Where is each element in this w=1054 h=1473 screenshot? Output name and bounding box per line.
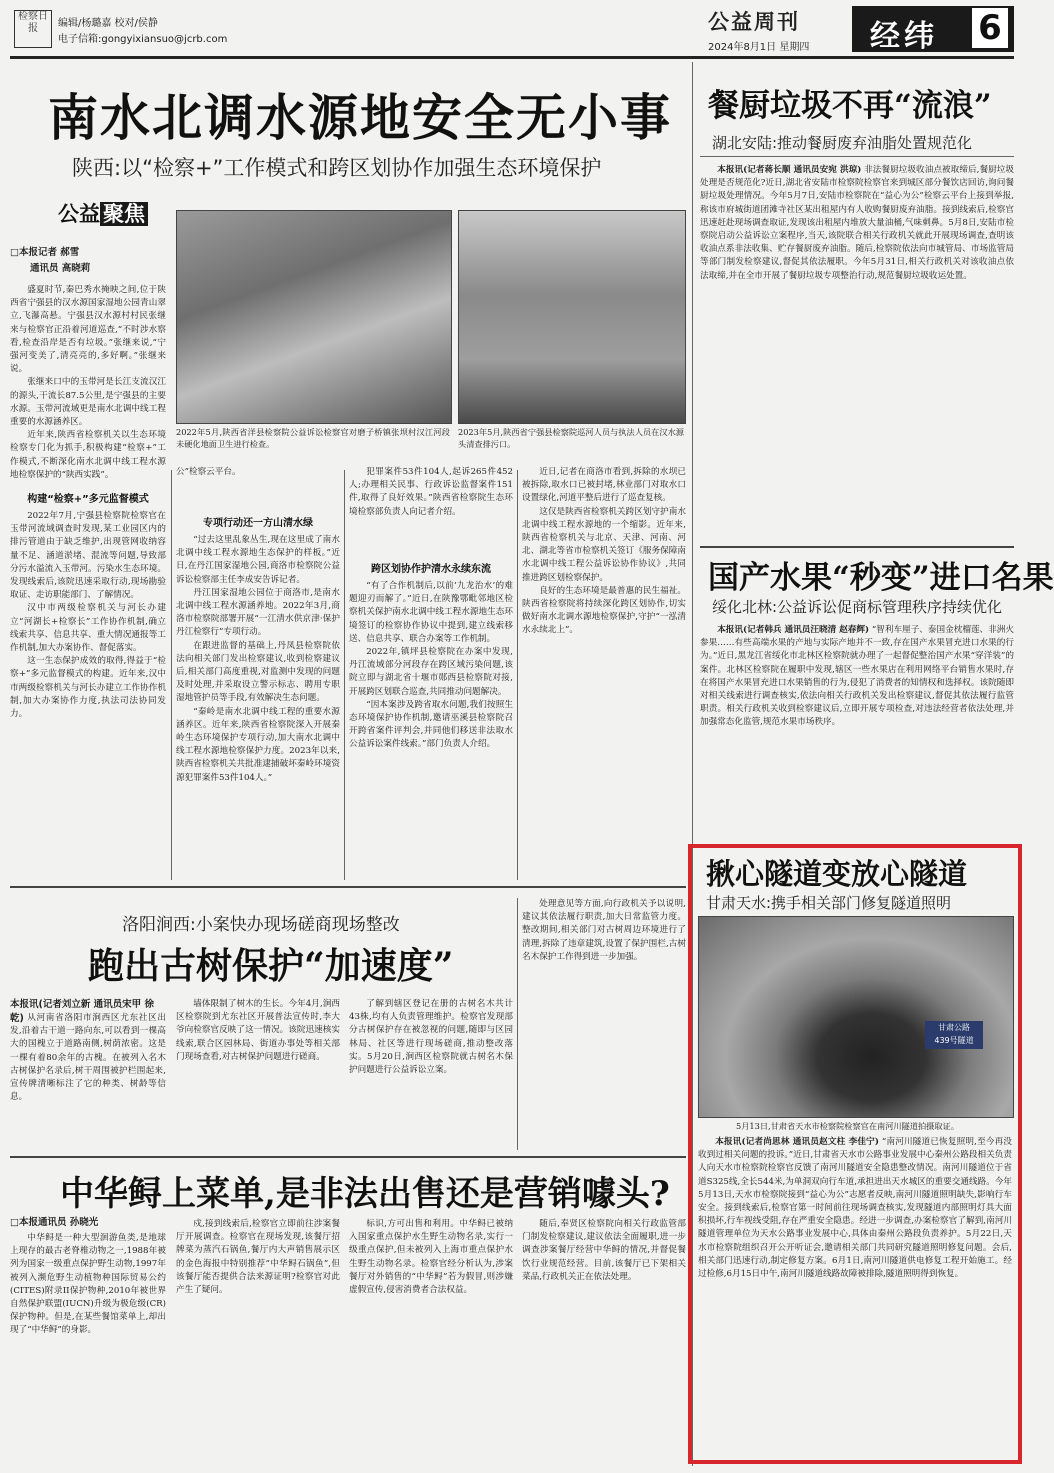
right2-title: 国产水果“秒变”进口名果 [708, 560, 1054, 596]
article3-column2: 戍,接到线索后,检察官立即前往涉案餐厅开展调查。检察官在现场发现,该餐厅招牌菜为蒸汽石锅鱼,餐厅内大声销售展示区的金色海报中特别推荐“中华鲟石锅鱼”,但该餐厅能否提供合法来源证明?检察官对此产生了疑问。 [176, 1219, 340, 1296]
right3-title: 揪心隧道变放心隧道 [706, 857, 968, 891]
photo-caption-2: 2023年5月,陕西省宁强县检察院巡河人员与执法人员在汉水源头清查排污口。 [458, 427, 684, 449]
right2-body: 本报讯(记者韩兵 通讯员汪晓清 赵春辉) “智利车厘子、泰国金枕榴莲、非洲火参果……有些高端水果的产地与实际产地并不一致,存在国产水果冒充进口水果的行为。”近日,黑龙江省绥化市北林区检察院就办理了一起督促整治国产水果“穿洋装”的案件。北林区检察院在履职中发现,辖区一些水果店在利用网络平台销售水果时,存在将国产水果冒充进口水果销售的行为,侵犯了消费者的知情权和选择权。该院随即对相关线索进行调查核实,依法向相关行政机关发出检察建议,督促其依法履行监管职责。相关行政机关收到检察建议后,立即开展专项检查,对违法经营者依法处理,并加强常态化监管,规范水果市场秩序。 [700, 625, 1014, 728]
col-rule-3 [517, 470, 518, 880]
right1-subtitle: 湖北安陆:推动餐厨废弃油脂处置规范化 [712, 134, 973, 152]
article2-kicker: 洛阳涧西:小案快办现场磋商现场整改 [122, 915, 400, 935]
photo-river-patrol [458, 210, 686, 424]
article1-column1: 盛夏时节,秦巴秀水掩映之间,位于陕西省宁强县的汉水源国家湿地公园青山翠立,飞瀑高悬。宁强县汉水源村村民张继来与检察官正沿着河道巡查,“不时涉水察看,检查沿岸是否有垃圾。”张继来说,“宁强河变美了,清亮亮的,多好啊。”张继来说。 张继来口中的玉带河是长江支流汉江的源头,干流长87.5公里,是宁强县的主要水源。玉带河流域更是南水北调中线工程重要的水源涵养区。 近年来,陕西省检察机关以生态环境检察专门化为抓手,积极构建“检察+”工作模式,不断深化南水北调中线工程水源地检察保护的“陕西实践”。 [10, 285, 166, 480]
subhead-special-action: 专项行动还一方山清水绿 [203, 518, 313, 529]
subhead-cross-region: 跨区划协作护清水永续东流 [371, 564, 491, 575]
article3-title: 中华鲟上菜单,是非法出售还是营销噱头? [60, 1174, 670, 1214]
article1-column2-top: 公”检察云平台。 [176, 467, 241, 477]
col-rule-2 [344, 470, 345, 880]
article2-title: 跑出古树保护“加速度” [88, 945, 454, 987]
article1-title: 南水北调水源地安全无小事 [48, 88, 672, 147]
tunnel-sign: 甘肃公路 439号隧道 [925, 1021, 983, 1049]
email-line: 电子信箱:gongyixiansuo@jcrb.com [58, 34, 228, 45]
weekly-title: 公益周刊 [708, 10, 800, 34]
right2-subtitle: 绥化北林:公益诉讼促商标管理秩序持续优化 [712, 598, 1003, 616]
article1-column3b: “有了合作机制后,以前‘九龙治水’的难题迎刃而解了。”近日,在陕豫鄂毗邻地区检察机关保护南水北调中线工程水源地生态环境签订的检察协作协议中提到,建立线索移送、信息共享、联合办案等工作机制。 2022年,镇坪县检察院在办案中发现,丹江流域部分河段存在跨区域污染问题,该院立即与湖北省十堰市郧西县检察院对接,开展跨区划联合巡查,共同推动问题解决。 “因本案涉及跨省取水问题,我们按照生态环境保护协作机制,邀请巫溪县检察院召开跨省案件评判会,并同他们移送非法取水公益诉讼案件线索。”部门负责人介绍。 [349, 581, 513, 750]
photo-inspection [176, 210, 452, 424]
photo-caption-1: 2022年5月,陕西省洋县检察院公益诉讼检察官对磨子桥镇张坝村汉江河段未硬化地面卫生进行检查。 [176, 427, 450, 449]
newspaper-logo: 检察日报 [14, 10, 52, 48]
article1-column4: 近日,记者在商洛市看到,拆除的水坝已被拆除,取水口已被封堵,林业部门对取水口设置绿化,河道平整后进行了巡查复核。 这仅是陕西省检察机关跨区划守护南水北调中线工程水源地的一个缩影。近年来,陕西省检察机关与北京、天津、河南、河北、湖北等省市检察机关签订《服务保障南水北调中线工程公益诉讼协作协议》,共同推进跨区划检察保护。 良好的生态环境是最普惠的民生福祉。陕西省检察院将持续深化跨区划协作,切实做好南水北调水源地检察保护,守护“一泓清水永续北上”。 [522, 467, 686, 636]
article2-byline: 本报讯(记者刘立新 通讯员宋甲 徐乾) [10, 999, 154, 1024]
editors-line: 编辑/杨璐嘉 校对/侯静 [58, 18, 158, 29]
article2-column1: 从河南省洛阳市涧西区尤东社区出发,沿着古干道一路向东,可以看到一棵高大的国槐立于道路南侧,树荫浓密。这是一棵有着80余年的古槐。在被列入名木古树保护名录后,树干周围被护栏围起来,宣传牌清晰标注了它的种类、树龄等信息。 [10, 1013, 166, 1103]
article1-byline-correspondent: 通讯员 高晓莉 [30, 263, 91, 274]
article2-column2: 墙体限制了树木的生长。今年4月,涧西区检察院到尤东社区开展普法宣传时,李大爷向检察官反映了这一情况。该院迅速核实线索,联合区园林局、街道办事处等相关部门现场查看,对古树保护问题进行磋商。 [176, 999, 340, 1062]
article1-byline-reporter: □本报记者 郝雪 [10, 247, 80, 258]
article3-byline: □本报通讯员 孙晓光 [10, 1217, 99, 1228]
section-name: 经纬 [870, 19, 938, 54]
article2-bottom-rule [10, 1156, 686, 1158]
gongyi-focus-tag: 公益 聚焦 [58, 198, 148, 228]
section-tab [852, 6, 1014, 52]
tunnel-photo-caption: 5月13日,甘肃省天水市检察院检察官在南河川隧道拍摄取证。 [736, 1121, 959, 1131]
right1-bottom-rule [700, 546, 1014, 548]
page-number: 6 [972, 8, 1008, 48]
article1-bottom-rule [10, 886, 686, 888]
issue-date: 2024年8月1日 星期四 [708, 42, 810, 53]
article2-column4: 处理意见等方面,向行政机关予以说明,建议其依法履行职责,加大日常监管力度。整改期间,相关部门对古树周边环境进行了清理,拆除了违章建筑,设置了保护围栏,古树名木保护工作得到进一步加强。 [522, 899, 686, 962]
article1-column3a: 犯罪案件53件104人,起诉265件452人;办理相关民事、行政诉讼监督案件151件,取得了良好效果。”陕西省检察院生态环境检察部负责人向记者介绍。 [349, 467, 513, 517]
article3-column3: 标识,方可出售和利用。中华鲟已被纳入国家重点保护水生野生动物名录,实行一级重点保护,但未被列入上海市重点保护水生野生动物名录。检察官经分析认为,涉案餐厅对外销售的“中华鲟”若为假冒,则涉嫌虚假宣传,侵害消费者合法权益。 [349, 1219, 513, 1296]
article1-subtitle: 陕西:以“检察+”工作模式和跨区划协作加强生态环境保护 [72, 156, 602, 180]
article1-column2: “过去这里乱象丛生,现在这里成了南水北调中线工程水源地生态保护的样板。”近日,在丹江国家湿地公园,商洛市检察院公益诉讼检察部主任李成安告诉记者。 丹江国家湿地公园位于商洛市,是南水北调中线工程水源涵养地。2022年3月,商洛市检察院部署开展“一江清水供京津·保护丹江检察行”专项行动。 在跟进监督的基础上,丹凤县检察院依法向相关部门发出检察建议,收到检察建议后,相关部门高度重视,对监测中发现的问题及时处理,并采取设立警示标志、聘用专职湿地管护员等手段,有效解决生态问题。 “秦岭是南水北调中线工程的重要水源涵养区。近年来,陕西省检察院深入开展秦岭生态环境保护专项行动,加大南水北调中线工程水源地检察保护力度。2023年以来,陕西省检察机关共批准逮捕破坏秦岭环境资源犯罪案件53件104人。” [176, 535, 340, 783]
article2-column3: 了解到辖区登记在册的古树名木共计43株,均有人负责管理维护。检察官发现部分古树保护存在被忽视的问题,随即与区园林局、社区等进行现场磋商,推动整改落实。5月20日,涧西区检察院就古树名木保护问题进行公益诉讼立案。 [349, 999, 513, 1076]
col-rule-a2 [517, 898, 518, 1150]
article1-column1b: 2022年7月,宁强县检察院检察官在玉带河流域调查时发现,某工业园区内的排污管道由于缺乏维护,出现管网收纳容量不足、涵道淤堵、混流等问题,导致部分污水溢流入玉带河。污染水生态环境。发现线索后,该院迅速采取行动,现场勘验取证、走访职能部门、了解情况。 汉中市两级检察机关与河长办建立“河湖长+检察长”工作协作机制,确立线索共享、信息共享、重大情况通报等工作机制,加大办案协作、督促落实。 这一生态保护成效的取得,得益于“检察+”多元监督模式的构建。近年来,汉中市两级检察机关与河长办建立工作协作机制,加大办案协作力度,执法司法协同发力。 [10, 511, 166, 720]
article3-column4: 随后,奉贤区检察院向相关行政监管部门制发检察建议,建议依法全面履职,进一步调查涉案餐厅经营中华鲟的情况,并督促餐饮行业规范经营。目前,该餐厅已下架相关菜品,行政机关正在依法处理。 [522, 1219, 686, 1282]
right1-rule [700, 156, 1014, 157]
article3-column1: 中华鲟是一种大型洄游鱼类,是地球上现存的最古老脊椎动物之一,1988年被列为国家一级重点保护野生动物,1997年被列入濒危野生动植物种国际贸易公约(CITES)附录II保护物种,2010年被世界自然保护联盟(IUCN)升级为极危级(CR)保护物种。但是,在某些餐馆菜单上,却出现了“中华鲟”的身影。 [10, 1233, 166, 1336]
right1-body: 本报讯(记者蒋长顺 通讯员安宛 洪琼) 非法餐厨垃圾收油点被取缔后,餐厨垃圾处理是否规范化?近日,湖北省安陆市检察院检察官来到城区部分餐饮店回访,询问餐厨垃圾处理情况。今年5月7日,安陆市检察院在“益心为公”检察云平台上接到举报,称该市府城街道团滩寺社区某出租屋内有人收购餐厨废弃油脂。接到线索后,检察官迅速赶赴现场调查取证,发现该出租屋内堆放大量油桶,气味刺鼻。5月8日,安陆市检察院启动公益诉讼立案程序,当天,该院联合相关行政机关就此开展现场调查,查明该收油点系非法收集、贮存餐厨废弃油脂。随后,检察院依法向市城管局、市场监管局等部门制发检察建议,督促其依法履职。今年5月31日,相关行政机关对该收油点依法取缔,并在全市开展了餐厨垃圾专项整治行动,规范餐厨垃圾收运处置。 [700, 165, 1014, 281]
header-rule [10, 56, 1014, 59]
subhead-multi-supervision: 构建“检察+”多元监督模式 [27, 494, 149, 505]
right3-body: 本报讯(记者尚思林 通讯员赵文柱 李佳宁) “南河川隧道已恢复照明,至今再没收到过相关问题的投诉。”近日,甘肃省天水市公路事业发展中心秦州公路段相关负责人向天水市检察院检察官反馈了南河川隧道安全隐患整改情况。南河川隧道位于省道S325线,全长544米,为单洞双向行车道,承担进出天水城区的重要交通线路。今年5月13日,天水市检察院接到“益心为公”志愿者反映,南河川隧道照明缺失,影响行车安全。接到线索后,检察官第一时间前往现场调查核实,发现隧道内部照明灯具大面积损坏,行车视线受阻,存在严重安全隐患。经进一步调查,办案检察官了解到,南河川隧道管理单位为天水公路事业发展中心,具体由秦州公路段负责养护。5月22日,天水市检察院组织召开公开听证会,邀请相关部门共同研究隧道照明修复问题。会后,相关部门迅速行动,制定修复方案。6月1日,南河川隧道供电修复工程开始施工。经过检修,6月15日中午,南河川隧道线路故障被排除,隧道照明得到恢复。 [698, 1137, 1012, 1280]
right1-title: 餐厨垃圾不再“流浪” [708, 88, 992, 124]
tunnel-photo [698, 916, 1014, 1118]
col-rule-1 [171, 470, 172, 880]
right3-subtitle: 甘肃天水:携手相关部门修复隧道照明 [706, 894, 952, 912]
